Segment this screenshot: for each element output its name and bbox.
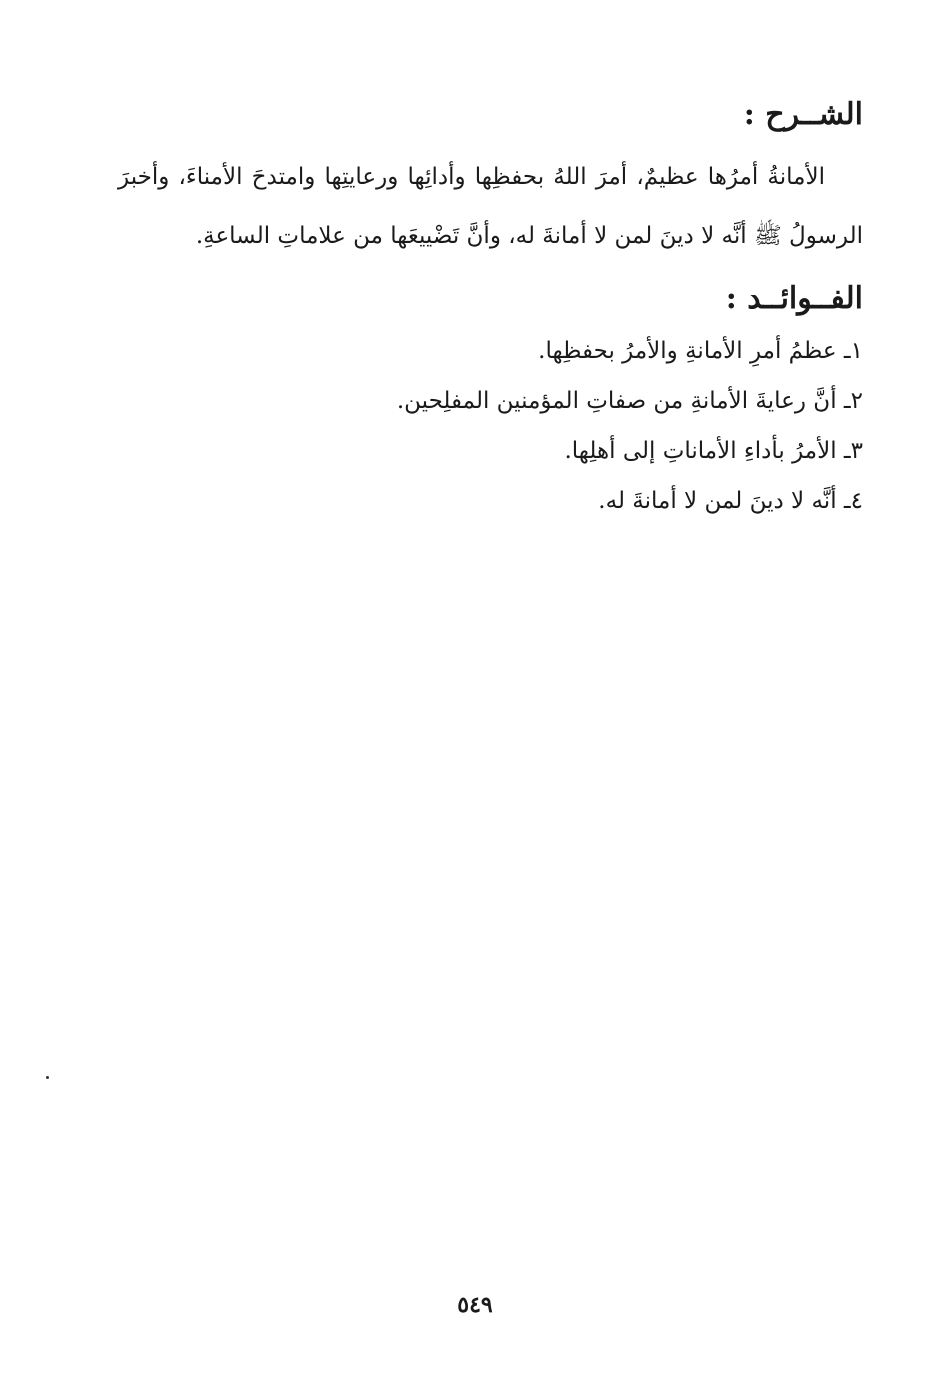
explanation-heading: الشــرح : <box>743 97 863 132</box>
benefit-item-3: ٣ـ الأمرُ بأداءِ الأماناتِ إلى أهلِها. <box>564 438 863 464</box>
explanation-paragraph: الأمانةُ أمرُها عظيمٌ، أمرَ اللهُ بحفظِها وأدائِها ورعايتِها وامتدحَ الأمناءَ، وأخبرَ الرسولُ ﷺ أنَّه لا دينَ لمن لا أمانةَ له، وأنَّ تَضْييعَها من علاماتِ الساعةِ. <box>118 164 863 249</box>
benefit-item-2: ٢ـ أنَّ رعايةَ الأمانةِ من صفاتِ المؤمنين المفلِحين. <box>396 388 863 414</box>
benefits-heading: الفــوائــد : <box>725 281 863 316</box>
page-content <box>118 88 863 526</box>
benefits-list <box>118 326 863 526</box>
scan-speck <box>46 1076 49 1079</box>
benefit-item-4: ٤ـ أنَّه لا دينَ لمن لا أمانةَ له. <box>598 488 863 514</box>
page-number: ٥٤٩ <box>457 1292 493 1318</box>
benefit-item-1: ١ـ عظمُ أمرِ الأمانةِ والأمرُ بحفظِها. <box>538 338 863 364</box>
